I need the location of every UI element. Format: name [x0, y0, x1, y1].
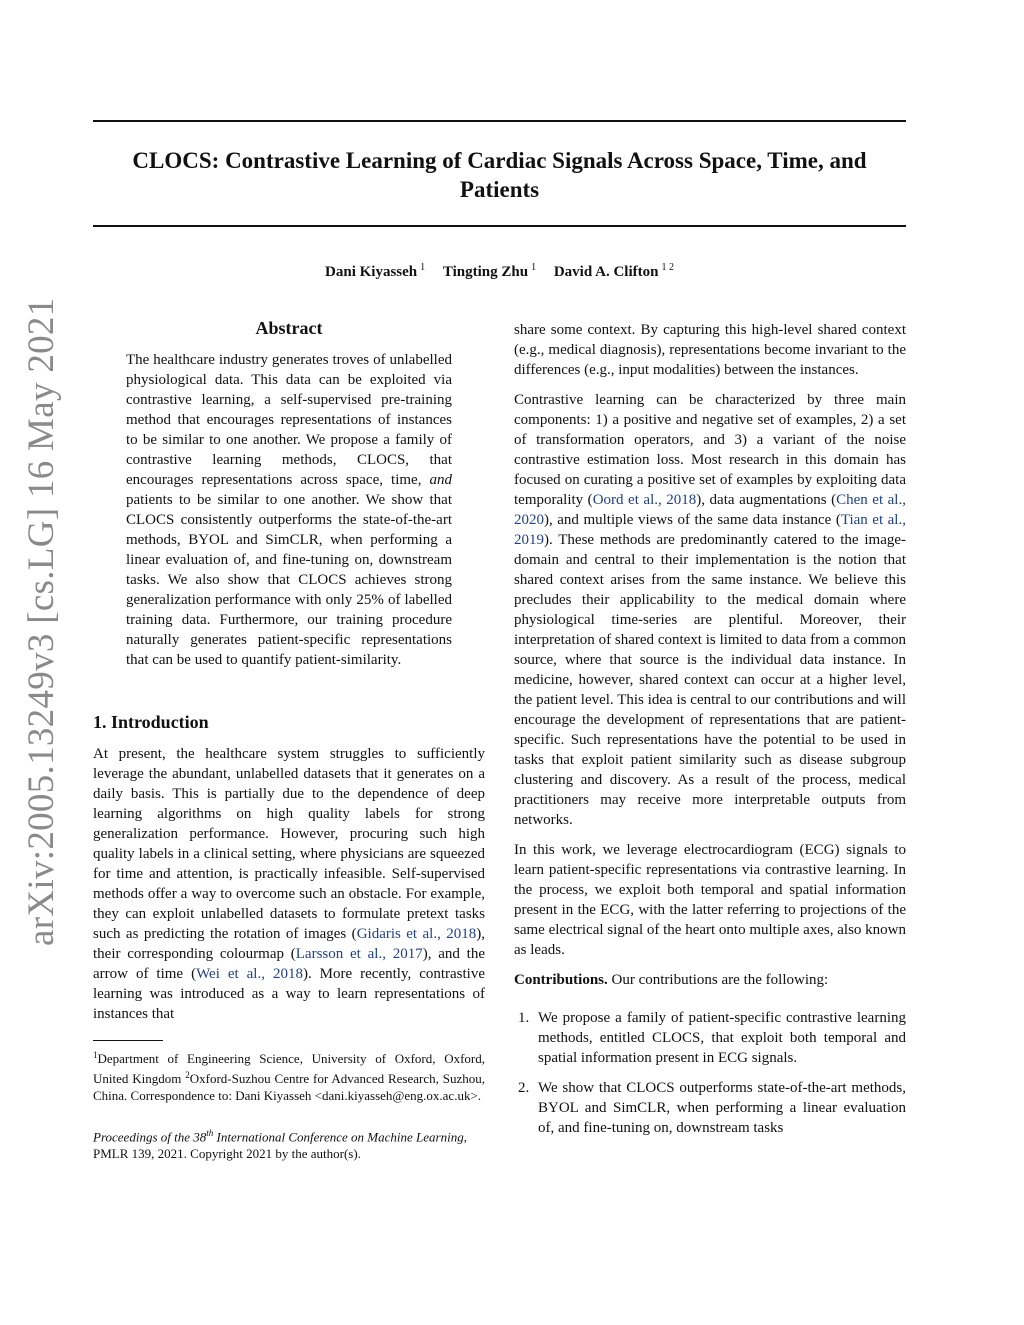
- body-paragraph: [514, 390, 906, 830]
- list-item: [514, 1078, 906, 1138]
- paper-title: [93, 146, 906, 204]
- title-line-1: CLOCS: Contrastive Learning of Cardiac Signals Across Space, Time, and: [132, 148, 867, 173]
- proceedings-text: Proceedings of the 38: [93, 1129, 207, 1145]
- paragraph-text: ), and the arrow of time (: [93, 946, 486, 982]
- contributions-list: [514, 1008, 906, 1138]
- citation-link[interactable]: Oord et al., 2018: [592, 492, 697, 508]
- list-number: 1.: [518, 1010, 530, 1026]
- footnote-marker: 2: [185, 1070, 190, 1080]
- author: [325, 264, 425, 280]
- author: [443, 264, 536, 280]
- paragraph-text: ). More recently, contrastive learning was introduced as a way to learn representations of instances that: [93, 966, 486, 1022]
- proceedings-text: International Conference on Machine Learning: [213, 1129, 464, 1145]
- paragraph-text: ). These methods are predominantly catered to the image-domain and central to their implementation is the notion that shared context arises from the same instance. We believe this precludes their applicability to the medical domain where physiological time-series are plentiful. Moreover, their interpretation of shared context is limited to data from a common source, where that source is the individual data instance. In medicine, however, shared context can occur at a higher level, the patient level. This idea is central to our contributions and will encourage the development of representations that are patient-specific. Such representations have the potential to be used in tasks that exploit patient similarity such as disease subgroup clustering and discovery. As a result of the process, medical practitioners may receive more interpretable outputs from networks.: [514, 532, 906, 828]
- list-item-text: We show that CLOCS outperforms state-of-the-art methods, BYOL and SimCLR, when performing a linear evaluation of, and fine-tuning on, downstream tasks: [538, 1080, 906, 1136]
- abstract-heading: Abstract: [255, 318, 323, 338]
- intro-paragraph: [93, 744, 485, 1024]
- paragraph-text: ), their corresponding colourmap (: [93, 926, 485, 962]
- paragraph-text: ), and multiple views of the same data instance (: [544, 512, 841, 528]
- author-name: David A. Clifton: [553, 264, 659, 280]
- citation-link[interactable]: Larsson et al., 2017: [295, 946, 423, 962]
- abstract-body: [93, 350, 485, 670]
- contributions-label: Contributions.: [514, 972, 608, 988]
- author-affiliation: 1 2: [661, 262, 674, 273]
- author-affiliation: 1: [531, 262, 537, 273]
- footnote-marker: 1: [93, 1050, 98, 1060]
- footnote-separator: [93, 1040, 163, 1041]
- title-top-rule: [93, 120, 906, 122]
- author-name: Dani Kiyasseh: [325, 264, 418, 280]
- list-item-text: We propose a family of patient-specific contrastive learning methods, entitled CLOCS, that exploit both temporal and spatial information present in ECG signals.: [538, 1010, 906, 1066]
- left-column: [93, 318, 485, 1162]
- list-item: [514, 1008, 906, 1068]
- footnote-text: Department of Engineering Science, University of Oxford, Oxford, United Kingdom: [93, 1051, 485, 1086]
- arxiv-identifier: arXiv:2005.13249v3 [cs.LG] 16 May 2021: [21, 297, 62, 946]
- body-paragraph: In this work, we leverage electrocardiogram (ECG) signals to learn patient-specific representations via contrastive learning. In the process, we exploit both temporal and spatial information present in the ECG, with the latter referring to projections of the same electrical signal of the heart onto multiple axes, also known as leads.: [514, 842, 906, 958]
- abstract-text: The healthcare industry generates troves of unlabelled physiological data. This data can be exploited via contrastive learning, a self-supervised pre-training method that encourages representations of instances to be similar to one another. We propose a family of contrastive learning methods, CLOCS, that encourages representations across space, time,: [126, 352, 452, 488]
- author-affiliation: 1: [420, 262, 426, 273]
- body-paragraph: share some context. By capturing this high-level shared context (e.g., medical diagnosis), representations become invariant to the differences (e.g., input modalities) between the instances.: [514, 322, 906, 378]
- citation-link[interactable]: Chen et al., 2020: [514, 492, 906, 528]
- proceedings-ordinal: th: [206, 1128, 214, 1138]
- paragraph-text: At present, the healthcare system struggles to sufficiently leverage the abundant, unlabelled datasets that it generates on a daily basis. This is partially due to the dependence of deep learning algorithms on high quality labels for strong generalization performance. However, procuring such high quality labels in a clinical setting, where physicians are squeezed for time and attention, is practically infeasible. Self-supervised methods offer a way to overcome such an obstacle. For example, they can exploit unlabelled datasets to formulate pretext tasks such as predicting the rotation of images (: [93, 746, 485, 942]
- affiliation-footnote: [93, 1047, 485, 1104]
- section-heading-introduction: 1. Introduction: [93, 712, 209, 732]
- author-list: [93, 262, 906, 281]
- title-bottom-rule: [93, 225, 906, 227]
- paragraph-text: Our contributions are the following:: [607, 972, 829, 988]
- citation-link[interactable]: Wei et al., 2018: [196, 966, 303, 982]
- abstract-emphasis: and: [429, 472, 452, 488]
- author: [554, 264, 674, 280]
- contributions-intro: [514, 970, 906, 990]
- title-line-2: Patients: [459, 177, 540, 202]
- footnote-text: Oxford-Suzhou Centre for Advanced Research, Suzhou, China. Correspondence to: Dani Kiyasseh <dani.kiyasseh@eng.ox.ac.uk>.: [93, 1071, 485, 1103]
- author-name: Tingting Zhu: [442, 264, 529, 280]
- right-column: [514, 320, 906, 1148]
- paragraph-text: Contrastive learning can be characterized by three main components: 1) a positive and negative set of examples, 2) a set of transformation operators, and 3) a variant of the noise contrastive estimation loss. Most research in this domain has focused on curating a positive set of examples by exploiting data temporality (: [514, 392, 906, 508]
- citation-link[interactable]: Tian et al., 2019: [514, 512, 906, 548]
- citation-link[interactable]: Gidaris et al., 2018: [356, 926, 477, 942]
- proceedings-note: [93, 1125, 485, 1162]
- list-number: 2.: [518, 1080, 530, 1096]
- proceedings-text: , PMLR 139, 2021. Copyright 2021 by the author(s).: [93, 1129, 467, 1162]
- abstract-text: patients to be similar to one another. We show that CLOCS consistently outperforms the state-of-the-art methods, BYOL and SimCLR, when performing a linear evaluation of, and fine-tuning on, downstream tasks. We also show that CLOCS achieves strong generalization performance with only 25% of labelled training data. Furthermore, our training procedure naturally generates patient-specific representations that can be used to quantify patient-similarity.: [126, 492, 452, 668]
- paragraph-text: ), data augmentations (: [696, 492, 837, 508]
